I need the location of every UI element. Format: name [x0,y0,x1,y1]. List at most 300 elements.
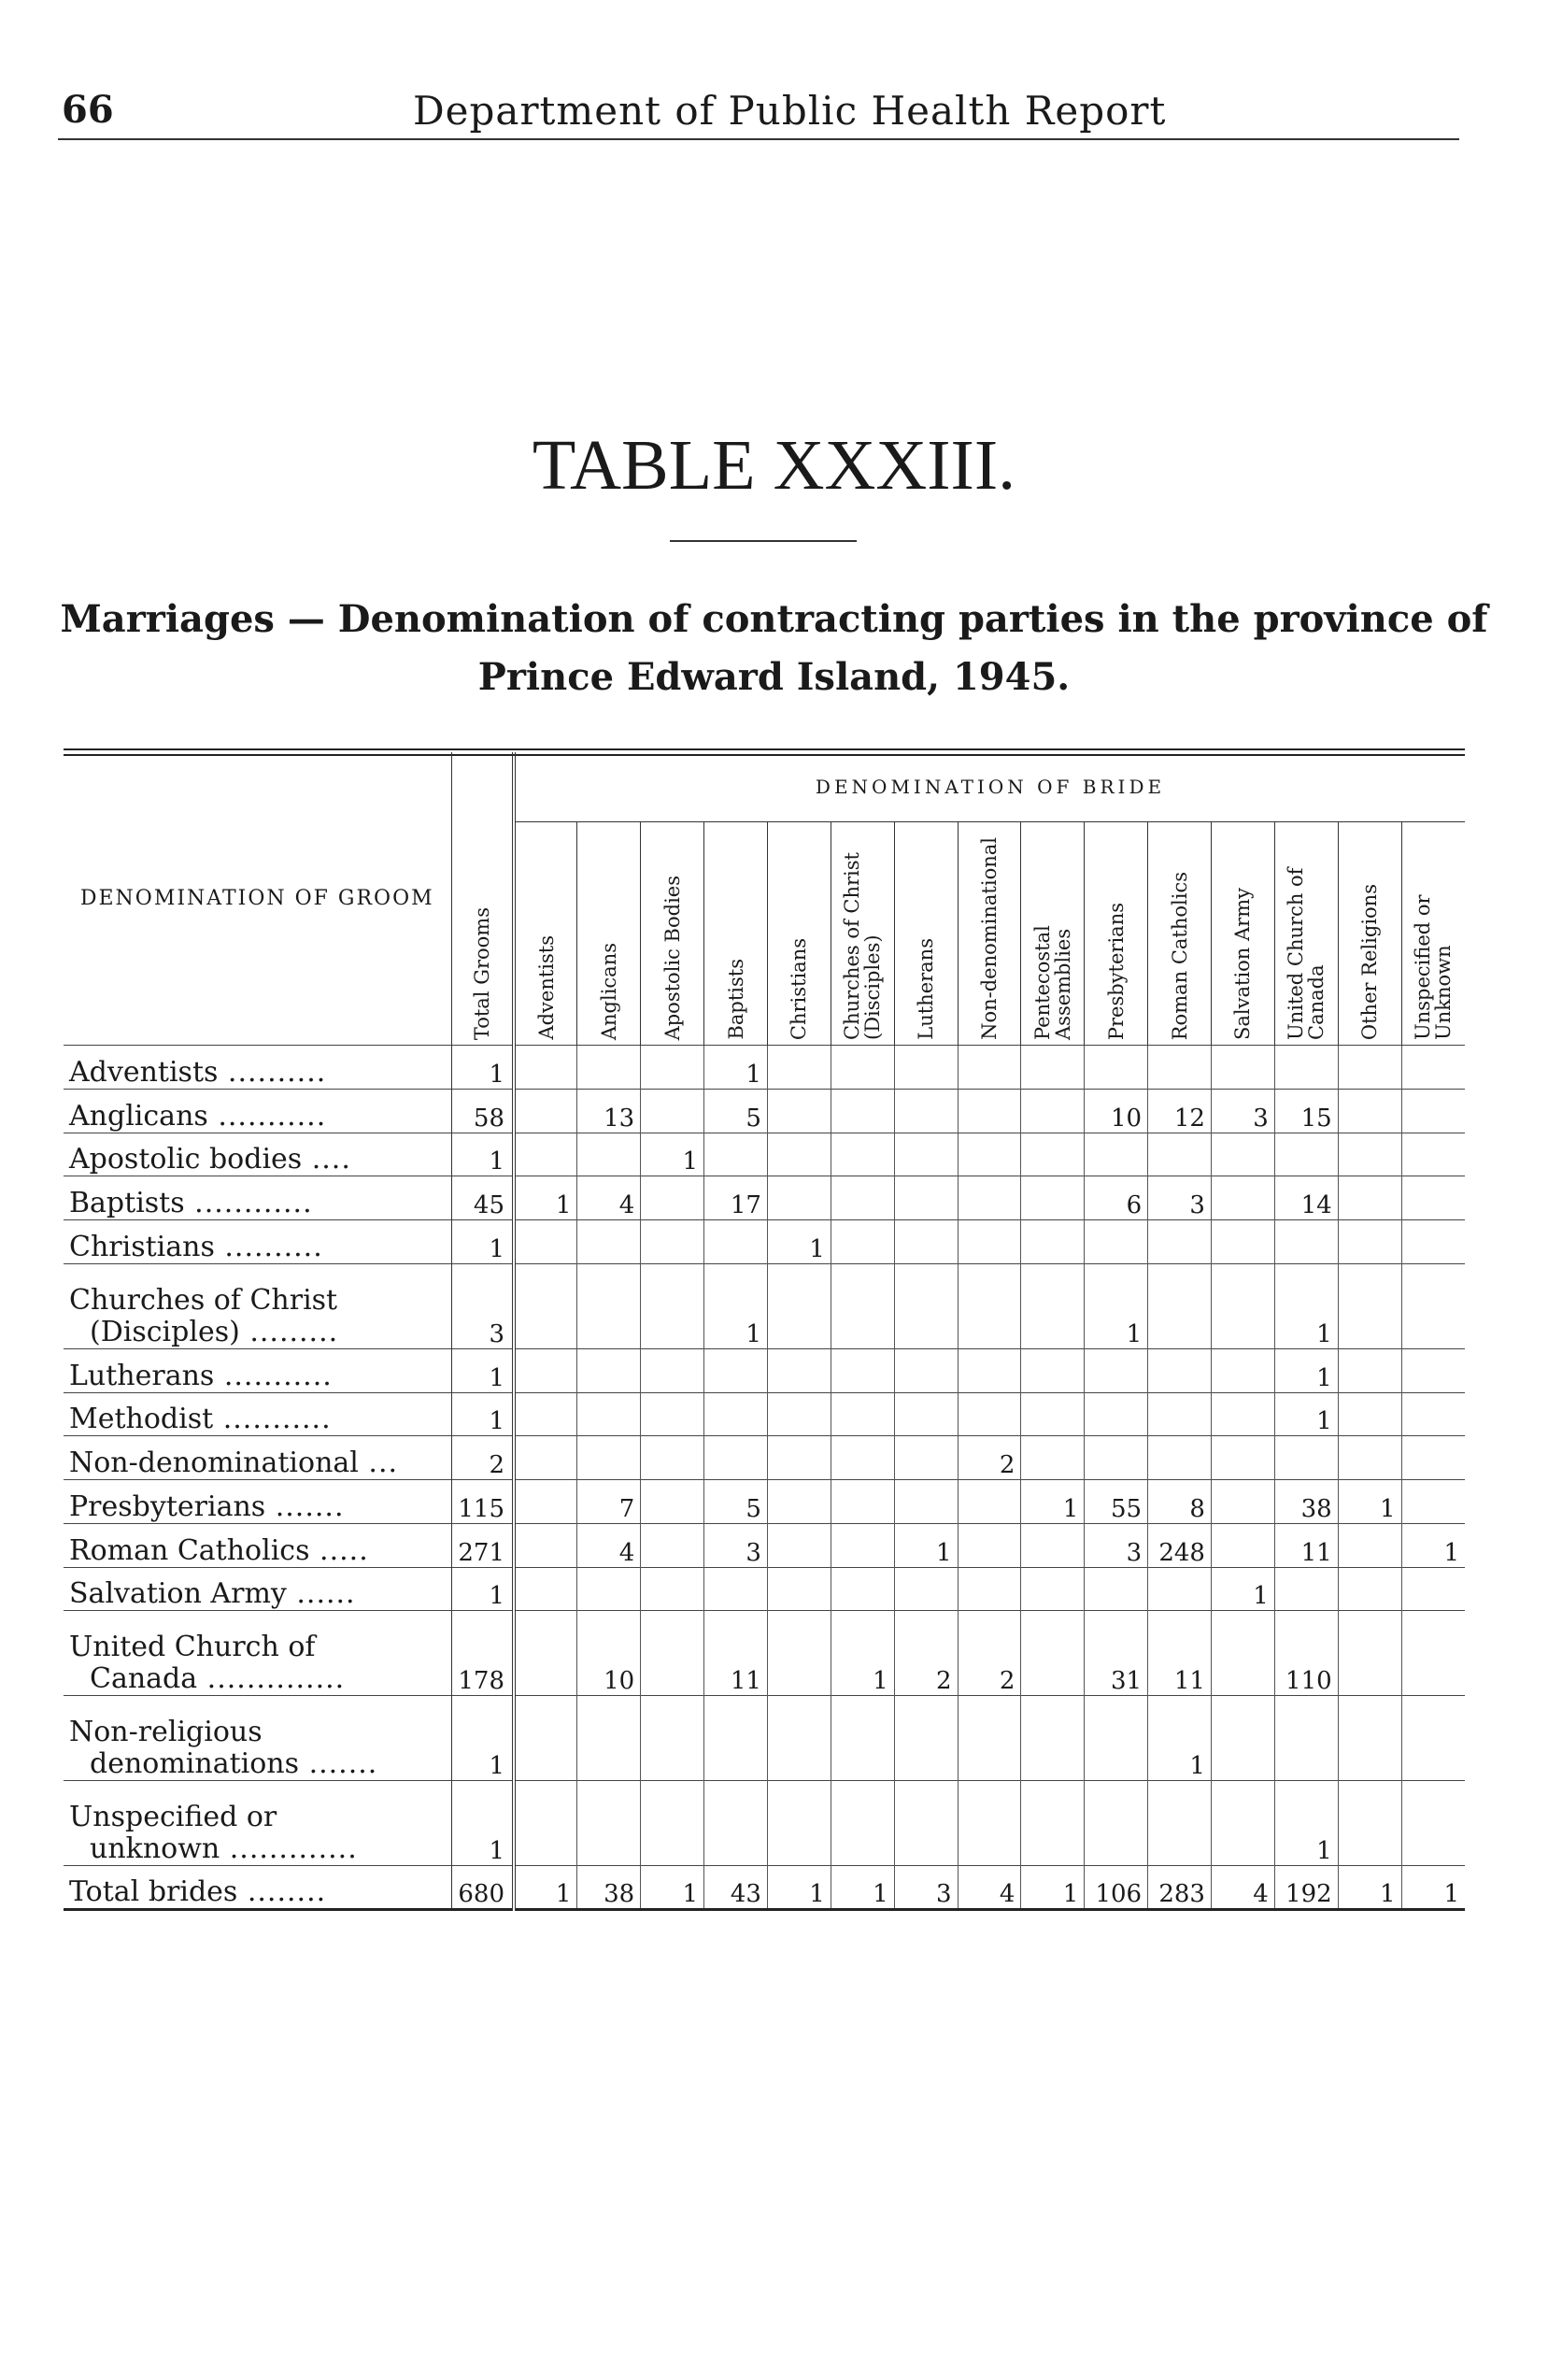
count-cell [831,1696,894,1781]
total-brides-cell: 38 [577,1866,641,1910]
bride-col-header-salvation-army [1211,822,1274,1046]
label-line: Christians .......... [69,1230,323,1263]
bride-col-label: Salvation Army [1231,888,1255,1040]
label-line: Roman Catholics ..... [69,1533,369,1567]
count-cell [1148,1348,1212,1392]
count-cell [831,1133,894,1176]
groom-denomination-label [64,1696,451,1781]
caption-line-2: Prince Edward Island, 1945. [477,655,1071,699]
label-line: (Disciples) ......... [90,1315,339,1348]
total-brides-cell: 1 [641,1866,704,1910]
count-cell: 5 [704,1089,768,1133]
count-cell [767,1436,831,1480]
count-cell [1021,1611,1085,1696]
count-cell [894,1480,958,1524]
label-line: Salvation Army ...... [69,1577,356,1611]
groom-column-header: DENOMINATION OF GROOM [64,752,451,1046]
bride-col-header-pentecostal-assemblies [1021,822,1085,1046]
groom-denomination-label [64,1436,451,1480]
label-line: Lutherans ........... [69,1359,333,1392]
table-row [64,1263,1465,1348]
count-cell [514,1781,577,1866]
count-cell [1021,1046,1085,1090]
count-cell: 10 [577,1611,641,1696]
leader-dots: ........... [213,1403,332,1436]
count-cell: 14 [1274,1176,1338,1220]
label-line: unknown ............. [90,1832,358,1866]
count-cell [767,1523,831,1567]
count-cell [958,1781,1021,1866]
count-cell [831,1567,894,1611]
count-cell [1274,1436,1338,1480]
count-cell [1338,1220,1401,1264]
table-row [64,1523,1465,1567]
count-cell [1338,1392,1401,1436]
count-cell [704,1696,768,1781]
count-cell [831,1436,894,1480]
count-cell [958,1133,1021,1176]
count-cell [1021,1567,1085,1611]
bride-col-header-baptists [704,822,768,1046]
count-cell [1021,1176,1085,1220]
count-cell [958,1392,1021,1436]
count-cell [641,1089,704,1133]
bride-col-header-adventists [514,822,577,1046]
count-cell [767,1263,831,1348]
count-cell [1085,1348,1148,1392]
count-cell [767,1176,831,1220]
count-cell [1338,1611,1401,1696]
total-brides-cell: 106 [1085,1866,1148,1910]
count-cell [767,1133,831,1176]
count-cell [1338,1696,1401,1781]
table-row [64,1436,1465,1480]
label-line: Non-denominational ... [69,1447,399,1480]
count-cell [704,1348,768,1392]
bride-col-label: Baptists [724,959,747,1040]
count-cell [767,1046,831,1090]
count-cell: 11 [1274,1523,1338,1567]
totals-label [64,1866,451,1910]
count-cell [767,1480,831,1524]
count-cell [831,1046,894,1090]
count-cell [514,1263,577,1348]
count-cell [514,1133,577,1176]
table-body [64,1046,1465,1910]
count-cell: 3 [1148,1176,1212,1220]
count-cell [1338,1176,1401,1220]
count-cell [1401,1046,1465,1090]
count-cell [1338,1523,1401,1567]
count-cell [958,1263,1021,1348]
count-cell [514,1523,577,1567]
count-cell [577,1392,641,1436]
count-cell [894,1046,958,1090]
total-brides-cell: 1 [767,1866,831,1910]
count-cell: 38 [1274,1480,1338,1524]
count-cell: 10 [1085,1089,1148,1133]
count-cell [1085,1220,1148,1264]
bride-col-label: Anglicans [597,942,620,1040]
count-cell [514,1611,577,1696]
groom-denomination-label [64,1480,451,1524]
total-grooms-cell: 271 [451,1523,514,1567]
count-cell [894,1392,958,1436]
count-cell [641,1348,704,1392]
bride-col-label: Lutherans [915,938,938,1040]
bride-col-header-apostolic-bodies [641,822,704,1046]
bride-col-header-presbyterians [1085,822,1148,1046]
count-cell [894,1220,958,1264]
count-cell [767,1611,831,1696]
count-cell [767,1781,831,1866]
count-cell [514,1436,577,1480]
count-cell [641,1611,704,1696]
bride-col-header-christians [767,822,831,1046]
count-cell: 1 [1274,1263,1338,1348]
table-top-rule [64,748,1465,750]
count-cell [958,1089,1021,1133]
leader-dots: ............. [220,1832,358,1866]
page-number: 66 [62,88,114,132]
count-cell [1401,1348,1465,1392]
label-line: Presbyterians ....... [69,1489,345,1523]
count-cell [1148,1220,1212,1264]
count-cell [1021,1392,1085,1436]
count-cell: 1 [1401,1523,1465,1567]
caption-line-1: Marriages — Denomination of contracting parties in the province of [60,597,1488,641]
count-cell [1401,1696,1465,1781]
leader-dots: ... [358,1447,399,1480]
count-cell [894,1567,958,1611]
groom-denomination-label [64,1263,451,1348]
count-cell [1085,1046,1148,1090]
count-cell: 1 [1021,1480,1085,1524]
count-cell [1338,1348,1401,1392]
count-cell [577,1133,641,1176]
total-grooms-cell: 1 [451,1696,514,1781]
total-brides-cell: 283 [1148,1866,1212,1910]
count-cell: 248 [1148,1523,1212,1567]
count-cell: 1 [514,1176,577,1220]
count-cell: 31 [1085,1611,1148,1696]
bride-col-label: United Church of Canada [1285,867,1328,1040]
leader-dots: ........ [237,1875,327,1908]
count-cell: 55 [1085,1480,1148,1524]
count-cell [831,1392,894,1436]
count-cell: 1 [831,1611,894,1696]
count-cell [894,1133,958,1176]
total-brides-cell: 1 [831,1866,894,1910]
table-row [64,1567,1465,1611]
groom-denomination-label [64,1089,451,1133]
count-cell [958,1567,1021,1611]
count-cell: 1 [1274,1781,1338,1866]
count-cell [958,1523,1021,1567]
count-cell [767,1348,831,1392]
total-grooms-cell: 1 [451,1781,514,1866]
bride-col-label: Presbyterians [1104,902,1128,1040]
groom-denomination-label [64,1611,451,1696]
bride-col-label: Roman Catholics [1168,871,1191,1040]
count-cell [577,1220,641,1264]
table-row [64,1611,1465,1696]
count-cell: 17 [704,1176,768,1220]
count-cell [831,1523,894,1567]
count-cell [514,1392,577,1436]
count-cell: 1 [1085,1263,1148,1348]
total-brides-cell: 192 [1274,1866,1338,1910]
count-cell [1274,1567,1338,1611]
leader-dots: .......... [214,1230,323,1263]
count-cell [514,1220,577,1264]
count-cell: 1 [704,1263,768,1348]
count-cell: 5 [704,1480,768,1524]
total-grooms-cell: 45 [451,1176,514,1220]
count-cell [1338,1567,1401,1611]
leader-dots: ............ [184,1187,313,1220]
label-line: Unspecified or [69,1801,277,1834]
total-brides-cell: 1 [514,1866,577,1910]
leader-dots: ......... [239,1315,339,1348]
bride-col-header-lutherans [894,822,958,1046]
count-cell [1021,1781,1085,1866]
bride-col-label: Adventists [534,935,558,1040]
leader-dots: ........... [207,1099,327,1133]
count-cell [1021,1263,1085,1348]
count-cell [1148,1436,1212,1480]
table-row [64,1133,1465,1176]
table-row [64,1696,1465,1781]
count-cell [641,1220,704,1264]
count-cell [1085,1436,1148,1480]
count-cell: 3 [704,1523,768,1567]
count-cell: 11 [1148,1611,1212,1696]
count-cell [958,1220,1021,1264]
count-cell: 2 [958,1611,1021,1696]
count-cell [641,1392,704,1436]
count-cell [1021,1523,1085,1567]
bride-col-header-united-church-of-canada [1274,822,1338,1046]
count-cell [958,1348,1021,1392]
count-cell [1148,1781,1212,1866]
total-brides-cell: 43 [704,1866,768,1910]
table-row [64,1781,1465,1866]
bride-col-header-non-denominational [958,822,1021,1046]
count-cell [767,1567,831,1611]
count-cell [894,1348,958,1392]
count-cell [1211,1436,1274,1480]
bride-group-header: DENOMINATION OF BRIDE [514,752,1465,822]
label-line: Canada .............. [90,1662,346,1696]
label-line: Churches of Christ [69,1283,338,1317]
leader-dots: ....... [265,1489,345,1523]
count-cell [641,1046,704,1090]
bride-col-label: Non-denominational [977,837,1001,1040]
count-cell [831,1348,894,1392]
bride-col-header-other-religions [1338,822,1401,1046]
count-cell [831,1220,894,1264]
leader-dots: ........... [214,1359,333,1392]
count-cell [1274,1046,1338,1090]
count-cell [1148,1263,1212,1348]
count-cell: 4 [577,1176,641,1220]
count-cell: 110 [1274,1611,1338,1696]
count-cell: 4 [577,1523,641,1567]
count-cell [767,1696,831,1781]
count-cell [641,1567,704,1611]
count-cell [894,1089,958,1133]
groom-denomination-label [64,1133,451,1176]
count-cell: 1 [1211,1567,1274,1611]
label-line: Baptists ............ [69,1187,313,1220]
total-brides-cell: 4 [958,1866,1021,1910]
count-cell [704,1436,768,1480]
count-cell [704,1781,768,1866]
title-divider [670,540,857,542]
bride-col-header-churches-of-christ-disciples [831,822,894,1046]
count-cell [1211,1611,1274,1696]
label-line: Total brides ........ [69,1875,327,1908]
count-cell: 13 [577,1089,641,1133]
count-cell [1085,1781,1148,1866]
total-grooms-cell: 1 [451,1567,514,1611]
count-cell [1274,1133,1338,1176]
count-cell: 1 [641,1133,704,1176]
total-brides-cell: 1 [1338,1866,1401,1910]
count-cell [958,1480,1021,1524]
count-cell [1021,1133,1085,1176]
count-cell: 1 [704,1046,768,1090]
bride-col-header-anglicans [577,822,641,1046]
total-brides-cell: 1 [1401,1866,1465,1910]
table-row [64,1480,1465,1524]
count-cell [1401,1220,1465,1264]
count-cell [1401,1263,1465,1348]
bride-col-header-roman-catholics [1148,822,1212,1046]
table-row [64,1089,1465,1133]
count-cell [894,1263,958,1348]
count-cell [1211,1781,1274,1866]
count-cell [1148,1392,1212,1436]
count-cell [1211,1176,1274,1220]
bride-col-label: Churches of Christ (Disciples) [841,852,885,1040]
count-cell [641,1263,704,1348]
count-cell [704,1133,768,1176]
bride-col-label: Christians [788,937,811,1040]
label-line: Methodist ........... [69,1403,332,1436]
leader-dots: .... [302,1143,351,1176]
count-cell: 1 [767,1220,831,1264]
count-cell [577,1567,641,1611]
count-cell [1148,1133,1212,1176]
count-cell [641,1696,704,1781]
leader-dots: .............. [197,1662,346,1696]
leader-dots: ....... [299,1747,378,1781]
count-cell [514,1089,577,1133]
count-cell [831,1089,894,1133]
leader-dots: ..... [309,1533,369,1567]
count-cell [958,1696,1021,1781]
count-cell: 3 [1211,1089,1274,1133]
count-cell [514,1480,577,1524]
groom-denomination-label [64,1220,451,1264]
table-row [64,1348,1465,1392]
grand-total-cell: 680 [451,1866,514,1910]
count-cell: 15 [1274,1089,1338,1133]
count-cell [831,1263,894,1348]
count-cell [641,1480,704,1524]
count-cell [1401,1176,1465,1220]
count-cell [1148,1567,1212,1611]
table-caption [0,591,1548,706]
count-cell [1338,1133,1401,1176]
count-cell: 12 [1148,1089,1212,1133]
total-grooms-cell: 1 [451,1220,514,1264]
total-grooms-cell: 1 [451,1133,514,1176]
count-cell [577,1263,641,1348]
count-cell [1401,1567,1465,1611]
table-row [64,1046,1465,1090]
total-grooms-cell: 3 [451,1263,514,1348]
groom-denomination-label [64,1781,451,1866]
count-cell [1274,1220,1338,1264]
count-cell [704,1220,768,1264]
groom-denomination-label [64,1046,451,1090]
count-cell: 11 [704,1611,768,1696]
count-cell [1401,1089,1465,1133]
label-line: Anglicans ........... [69,1099,327,1133]
count-cell [1211,1263,1274,1348]
count-cell [1338,1046,1401,1090]
count-cell [831,1781,894,1866]
count-cell [1338,1436,1401,1480]
total-grooms-cell: 1 [451,1046,514,1090]
count-cell [577,1781,641,1866]
count-cell [641,1523,704,1567]
groom-denomination-label [64,1392,451,1436]
bride-col-label: Pentecostal Assemblies [1030,925,1074,1040]
count-cell [1211,1220,1274,1264]
groom-denomination-label [64,1523,451,1567]
count-cell [1211,1480,1274,1524]
count-cell: 6 [1085,1176,1148,1220]
count-cell [1021,1220,1085,1264]
table-row [64,1392,1465,1436]
groom-denomination-label [64,1567,451,1611]
count-cell [641,1436,704,1480]
count-cell: 1 [1274,1348,1338,1392]
count-cell [831,1176,894,1220]
count-cell: 1 [1274,1392,1338,1436]
count-cell: 1 [1338,1480,1401,1524]
total-grooms-cell: 178 [451,1611,514,1696]
count-cell [1338,1089,1401,1133]
count-cell [1021,1696,1085,1781]
total-grooms-cell: 1 [451,1348,514,1392]
count-cell [1211,1696,1274,1781]
count-cell [577,1348,641,1392]
table-row [64,1220,1465,1264]
groom-denomination-label [64,1348,451,1392]
total-grooms-header [451,752,514,1046]
count-cell [1401,1781,1465,1866]
count-cell [1401,1392,1465,1436]
count-cell [831,1480,894,1524]
count-cell [1401,1436,1465,1480]
total-brides-cell: 1 [1021,1866,1085,1910]
bride-col-header-unspecified-or-unknown [1401,822,1465,1046]
